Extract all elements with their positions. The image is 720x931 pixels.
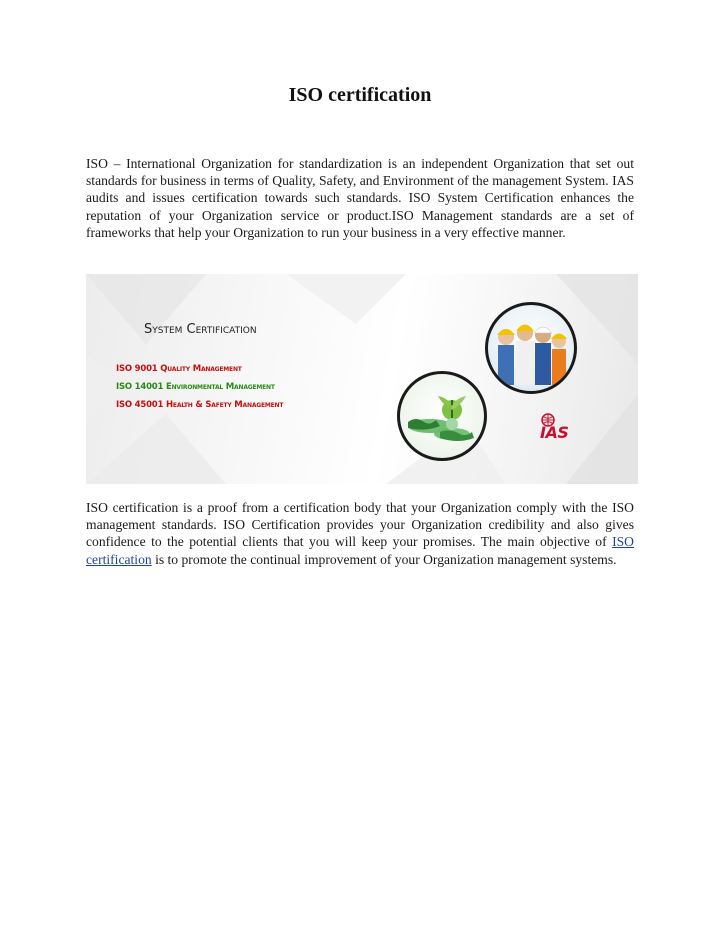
paragraph2-text-before: ISO certification is a proof from a certification body that your Organization comply with the ISO management standards. ISO Certification provides your Organization credibility and also gives confidence to the potential clients that you will keep your promises. The main objective of xyxy=(86,500,634,550)
certification-paragraph xyxy=(86,499,634,568)
standard-iso-14001: ISO 14001 Environmental Management xyxy=(116,382,275,392)
standard-iso-45001: ISO 45001 Health & Safety Management xyxy=(116,400,284,410)
intro-paragraph: ISO – International Organization for standardization is an independent Organization that set out standards for business in terms of Quality, Safety, and Environment of the management System. IAS audits and issues certification towards such standards. ISO System Certification enhances the reputation of your Organization service or product.ISO Management standards are a set of frameworks that help your Organization to run your business in a very effective manner. xyxy=(86,156,634,240)
page-title: ISO certification xyxy=(288,84,432,106)
ias-logo-text: IAS xyxy=(540,423,569,442)
workers-photo-icon xyxy=(485,302,577,394)
iso-certification-link[interactable]: ISO certification xyxy=(86,534,634,567)
globe-plant-icon xyxy=(397,371,487,461)
banner-heading: System Certification xyxy=(144,322,257,337)
paragraph2-text-after: is to promote the continual improvement of your Organization management systems. xyxy=(151,551,617,567)
standard-iso-9001: ISO 9001 Quality Management xyxy=(116,364,242,374)
system-certification-banner xyxy=(86,274,638,484)
